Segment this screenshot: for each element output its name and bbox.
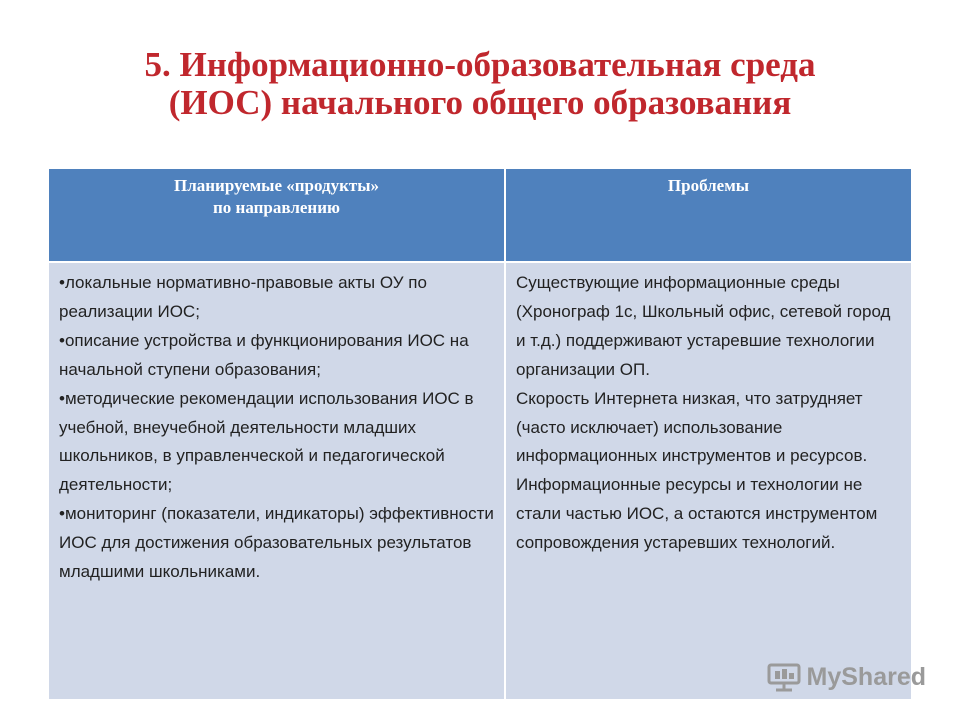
problem-paragraph: Информационные ресурсы и технологии не стали частью ИОС, а остаются инструментом сопровождения устаревших технологий.: [516, 475, 878, 553]
presentation-board-icon: [767, 662, 801, 692]
table-header-row: [48, 168, 912, 262]
slide-title-line2: (ИОС) начального общего образования: [168, 83, 792, 122]
header-line: Планируемые «продукты»: [173, 176, 380, 195]
watermark-text: MyShared: [806, 662, 926, 691]
cell-problems: [505, 262, 912, 700]
header-planned-products: [48, 168, 505, 262]
slide-title: [60, 46, 900, 122]
problem-paragraph: Существующие информационные среды (Хронограф 1с, Школьный офис, сетевой город и т.д.) поддерживают устаревшие технологии организации ОП.: [516, 273, 891, 379]
header-line: по направлению: [213, 198, 340, 217]
cell-products: [48, 262, 505, 700]
list-item: •описание устройства и функционирования ИОС на начальной ступени образования;: [59, 330, 469, 379]
table-row: [48, 262, 912, 700]
slide-title-line1: 5. Информационно-образовательная среда: [144, 45, 816, 84]
comparison-table: [47, 167, 913, 701]
list-item: •локальные нормативно-правовые акты ОУ по реализации ИОС;: [59, 273, 427, 321]
problem-paragraph: Скорость Интернета низкая, что затрудняет (часто исключает) использование информационных инструментов и ресурсов.: [516, 388, 868, 466]
header-problems: [505, 168, 912, 262]
header-line: Проблемы: [667, 176, 750, 195]
list-item: •мониторинг (показатели, индикаторы) эффективности ИОС для достижения образовательных результатов младшими школьниками.: [59, 504, 494, 582]
list-item: •методические рекомендации использования ИОС в учебной, внеучебной деятельности младших школьников, в управленческой и педагогической деятельности;: [59, 388, 474, 495]
watermark: [767, 662, 926, 692]
